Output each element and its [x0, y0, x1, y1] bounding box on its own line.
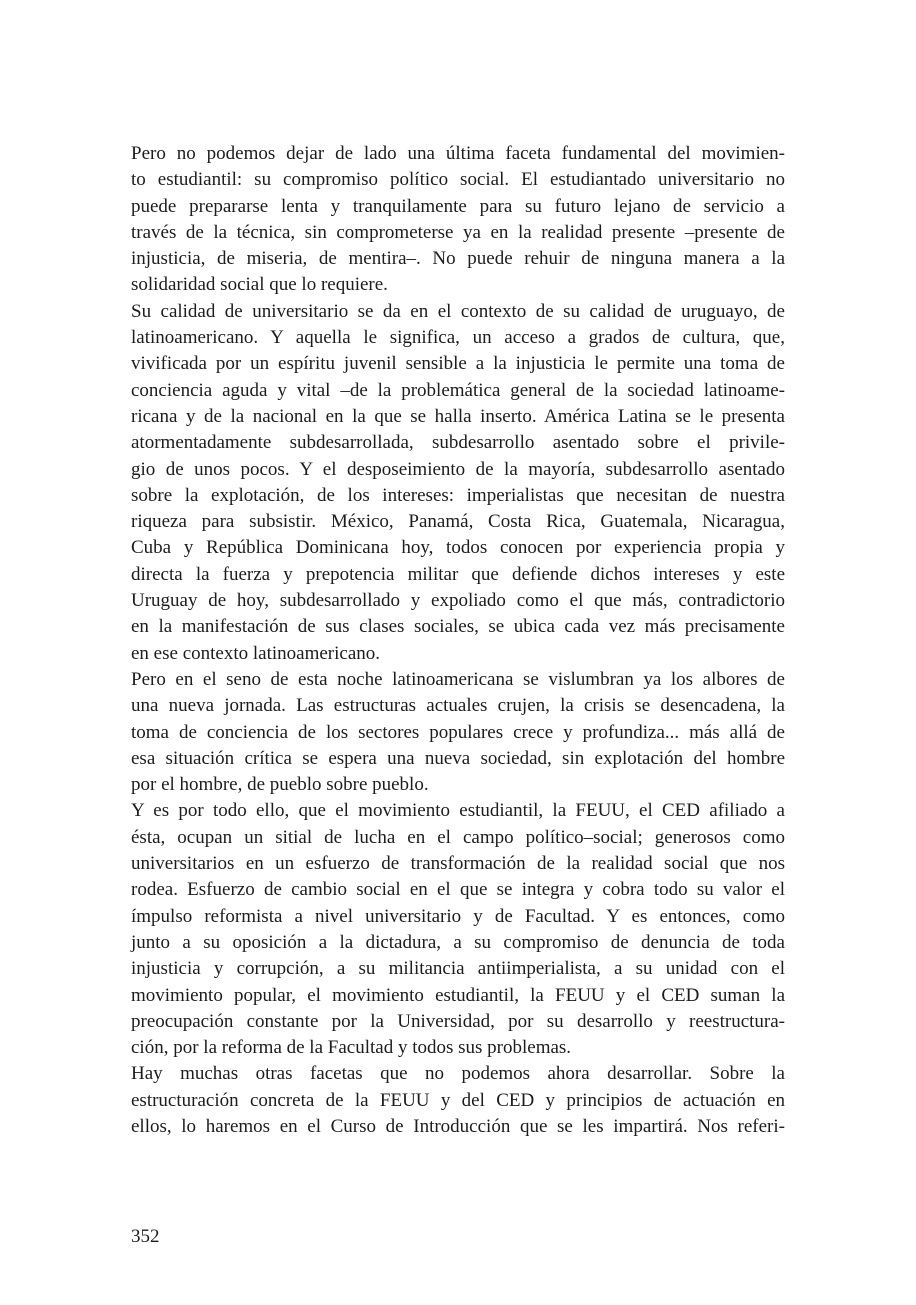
- text-line: Su calidad de universitario se da en el contexto de su calidad de uruguayo, de: [131, 300, 785, 322]
- text-line: puede prepararse lenta y tranquilamente para su futuro lejano de servicio a: [131, 195, 785, 217]
- text-line: Pero no podemos dejar de lado una última faceta fundamental del movimien-: [131, 143, 785, 164]
- text-line: toma de conciencia de los sectores populares crece y profundiza... más allá de: [131, 721, 785, 743]
- text-line: riqueza para subsistir. México, Panamá, Costa Rica, Guatemala, Nicaragua,: [131, 511, 785, 533]
- text-line: to estudiantil: su compromiso político social. El estudiantado universitario no: [131, 169, 785, 191]
- paragraph: [131, 141, 785, 299]
- text-line: ímpulso reformista a nivel universitario y de Facultad. Y es entonces, como: [131, 905, 785, 927]
- text-line: Cuba y República Dominicana hoy, todos conocen por experiencia propia y: [131, 537, 785, 559]
- text-line: una nueva jornada. Las estructuras actuales crujen, la crisis se desencadena, la: [131, 695, 785, 717]
- text-line: atormentadamente subdesarrollada, subdesarrollo asentado sobre el privile-: [131, 432, 785, 454]
- text-line: movimiento popular, el movimiento estudiantil, la FEUU y el CED suman la: [131, 984, 785, 1006]
- text-line: por el hombre, de pueblo sobre pueblo.: [131, 774, 429, 796]
- text-line: Hay muchas otras facetas que no podemos ahora desarrollar. Sobre la: [131, 1063, 785, 1085]
- text-line: Pero en el seno de esta noche latinoamericana se vislumbran ya los albores de: [131, 668, 785, 690]
- text-line: universitarios en un esfuerzo de transformación de la realidad social que nos: [131, 853, 785, 875]
- text-line: ción, por la reforma de la Facultad y todos sus problemas.: [131, 1037, 572, 1059]
- paragraph: [131, 299, 785, 667]
- text-line: conciencia aguda y vital –de la problemática general de la sociedad latinoame-: [131, 379, 785, 401]
- text-line: latinoamericano. Y aquella le significa, un acceso a grados de cultura, que,: [131, 327, 785, 349]
- paragraph: [131, 798, 785, 1061]
- text-line: sobre la explotación, de los intereses: imperialistas que necesitan de nuestra: [131, 484, 785, 506]
- text-line: en la manifestación de sus clases sociales, se ubica cada vez más precisamente: [131, 616, 785, 638]
- text-line: solidaridad social que lo requiere.: [131, 274, 388, 296]
- text-line: ricana y de la nacional en la que se halla inserto. América Latina se le presenta: [131, 405, 785, 427]
- text-line: Uruguay de hoy, subdesarrollado y expoliado como el que más, contradictorio: [131, 590, 785, 612]
- text-line: gio de unos pocos. Y el desposeimiento de la mayoría, subdesarrollo asentado: [131, 458, 785, 480]
- text-line: injusticia y corrupción, a su militancia antiimperialista, a su unidad con el: [131, 958, 785, 980]
- page-number: 352: [131, 1226, 160, 1247]
- text-line: preocupación constante por la Universidad, por su desarrollo y reestructura-: [131, 1010, 785, 1032]
- text-line: través de la técnica, sin comprometerse ya en la realidad presente –presente de: [131, 221, 785, 243]
- text-line: esa situación crítica se espera una nueva sociedad, sin explotación del hombre: [131, 747, 785, 769]
- text-line: vivificada por un espíritu juvenil sensible a la injusticia le permite una toma de: [131, 353, 785, 375]
- paragraph: [131, 667, 785, 798]
- text-line: rodea. Esfuerzo de cambio social en el que se integra y cobra todo su valor el: [131, 879, 785, 901]
- text-line: estructuración concreta de la FEUU y del CED y principios de actuación en: [131, 1089, 785, 1111]
- text-line: Y es por todo ello, que el movimiento estudiantil, la FEUU, el CED afiliado a: [131, 800, 785, 822]
- text-line: en ese contexto latinoamericano.: [131, 642, 381, 664]
- text-line: ellos, lo haremos en el Curso de Introducción que se les impartirá. Nos referi-: [131, 1115, 785, 1137]
- text-line: directa la fuerza y prepotencia militar que defiende dichos intereses y este: [131, 563, 785, 585]
- text-line: injusticia, de miseria, de mentira–. No puede rehuir de ninguna manera a la: [131, 248, 785, 270]
- text-line: junto a su oposición a la dictadura, a su compromiso de denuncia de toda: [131, 931, 785, 953]
- text-line: ésta, ocupan un sitial de lucha en el campo político–social; generosos como: [131, 826, 785, 848]
- body-text: [131, 141, 785, 1140]
- paragraph: [131, 1061, 785, 1140]
